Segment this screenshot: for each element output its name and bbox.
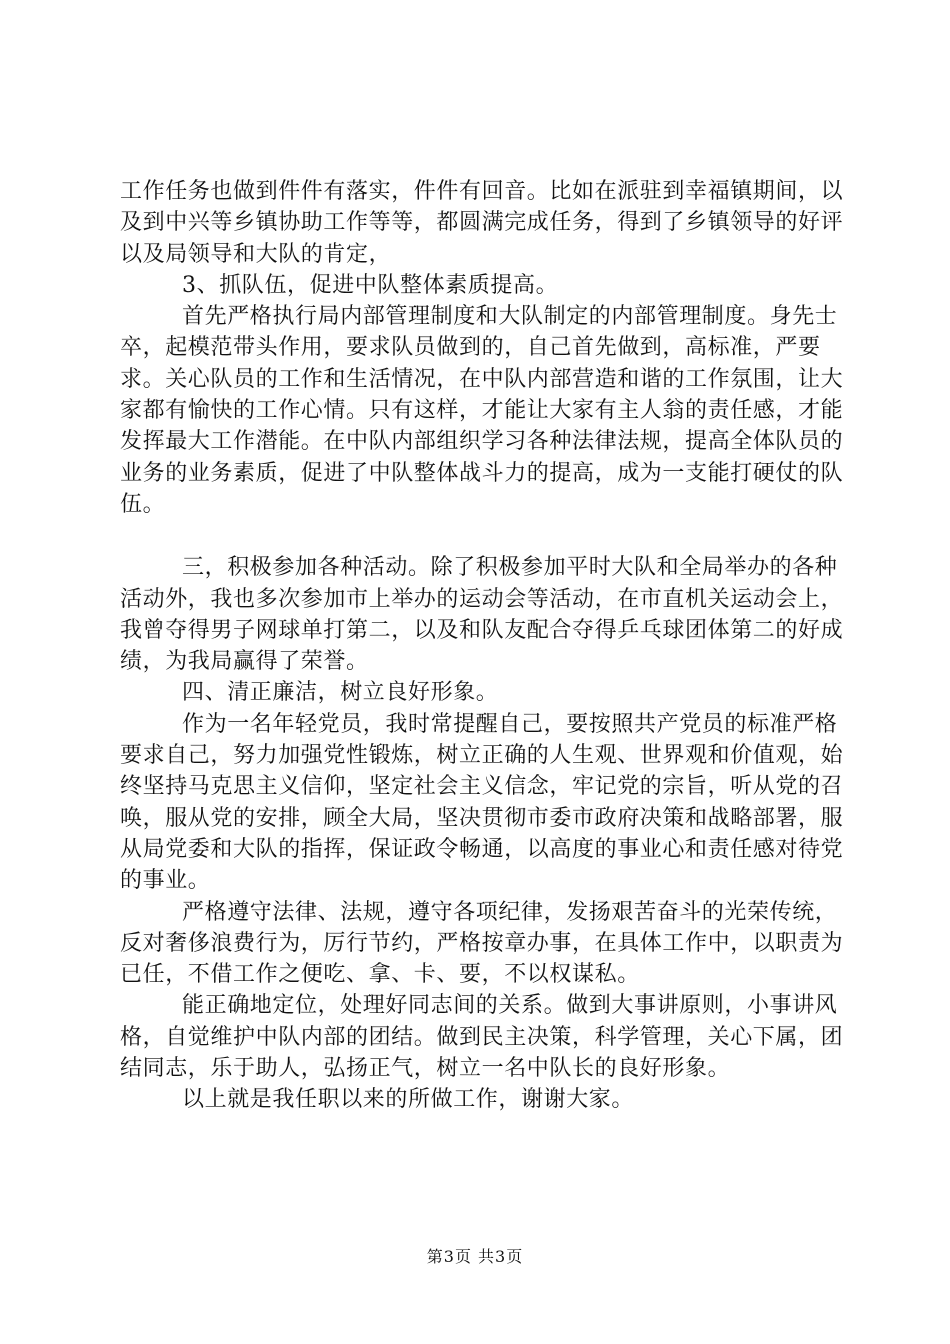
section-heading-team: 3、抓队伍，促进中队整体素质提高。 bbox=[182, 272, 559, 298]
page-number-footer: 第3页 共3页 bbox=[426, 1247, 524, 1266]
paragraph-relations: 能正确地定位，处理好同志间的关系。做到大事讲原则，小事讲风格，自觉维护中队内部的团结。做到民主决策，科学管理，关心下属，团结同志，乐于助人，弘扬正气，树立一名中队长的良好形象。 bbox=[120, 993, 844, 1082]
paragraph-discipline: 严格遵守法律、法规，遵守各项纪律，发扬艰苦奋斗的光荣传统，反对奢侈浪费行为，厉行节约，严格按章办事，在具体工作中，以职责为已任，不借工作之便吃、拿、卡、要，不以权谋私。 bbox=[120, 899, 844, 988]
document-body bbox=[120, 176, 850, 1116]
section-heading-integrity: 四、清正廉洁，树立良好形象。 bbox=[182, 680, 499, 706]
paragraph-continuation: 工作任务也做到件件有落实，件件有回音。比如在派驻到幸福镇期间，以及到中兴等乡镇协助工作等等，都圆满完成任务，得到了乡镇领导的好评以及局领导和大队的肯定， bbox=[120, 179, 844, 267]
paragraph-party-member: 作为一名年轻党员，我时常提醒自己，要按照共产党员的标准严格要求自己，努力加强党性锻炼，树立正确的人生观、世界观和价值观，始终坚持马克思主义信仰，坚定社会主义信念，牢记党的宗旨，听从党的召唤，服从党的安排，顾全大局，坚决贯彻市委市政府决策和战略部署，服从局党委和大队的指挥，保证政令畅通，以高度的事业心和责任感对待党的事业。 bbox=[120, 711, 844, 894]
paragraph-management: 首先严格执行局内部管理制度和大队制定的内部管理制度。身先士卒，起模范带头作用，要求队员做到的，自己首先做到，高标准，严要求。关心队员的工作和生活情况，在中队内部营造和谐的工作氛围，让大家都有愉快的工作心情。只有这样，才能让大家有主人翁的责任感，才能发挥最大工作潜能。在中队内部组织学习各种法律法规，提高全体队员的业务的业务素质，促进了中队整体战斗力的提高，成为一支能打硬仗的队伍。 bbox=[120, 304, 844, 517]
paragraph-closing: 以上就是我任职以来的所做工作，谢谢大家。 bbox=[182, 1087, 635, 1113]
paragraph-activities: 三，积极参加各种活动。除了积极参加平时大队和全局举办的各种活动外，我也多次参加市上举办的运动会等活动，在市直机关运动会上，我曾夺得男子网球单打第二，以及和队友配合夺得乒乓球团体第二的好成绩，为我局赢得了荣誉。 bbox=[120, 555, 844, 675]
